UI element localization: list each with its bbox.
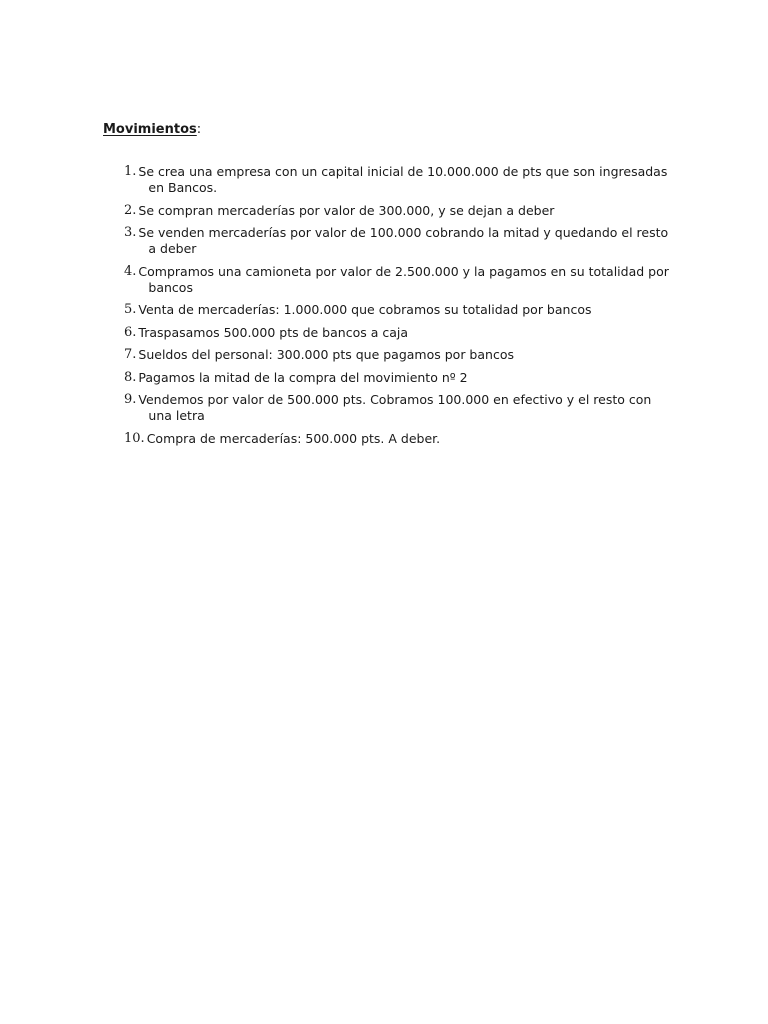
item-number: 9.: [124, 392, 137, 407]
item-line: Se crea una empresa con un capital inicial de 10.000.000 de pts que son ingresadas: [138, 164, 668, 179]
list-item: [124, 431, 684, 447]
item-text: [138, 225, 684, 257]
list-item: [124, 347, 684, 363]
item-text: [138, 392, 684, 424]
item-line: Sueldos del personal: 300.000 pts que pagamos por bancos: [138, 347, 514, 362]
item-line-continued: a deber: [148, 241, 197, 256]
item-text: [138, 325, 684, 341]
item-number: 6.: [124, 324, 137, 340]
item-number: 8.: [124, 369, 137, 385]
document-heading: [103, 121, 201, 139]
item-line: Traspasamos 500.000 pts de bancos a caja: [138, 324, 408, 340]
heading-title: Movimientos: [103, 122, 197, 137]
item-line: Compramos una camioneta por valor de 2.500.000 y la pagamos en su totalidad por: [138, 263, 669, 279]
item-line-continued: en Bancos.: [148, 180, 218, 195]
list-item: [124, 225, 684, 257]
item-line-continued: bancos: [148, 279, 193, 295]
list-item: [124, 264, 684, 296]
item-line: Vendemos por valor de 500.000 pts. Cobramos 100.000 en efectivo y el resto con: [138, 392, 652, 407]
item-line: Venta de mercaderías: 1.000.000 que cobramos su totalidad por bancos: [138, 302, 592, 317]
item-text: [138, 203, 684, 219]
item-text: [138, 370, 684, 386]
list-item: [124, 325, 684, 341]
list-item: [124, 302, 684, 318]
item-line: Se compran mercaderías por valor de 300.000, y se dejan a deber: [138, 202, 555, 218]
item-number: 4.: [124, 263, 137, 279]
movements-list: [124, 164, 684, 453]
item-text: [138, 164, 684, 196]
heading-colon: :: [196, 122, 202, 137]
item-line: Pagamos la mitad de la compra del movimiento nº 2: [138, 369, 468, 385]
item-number: 5.: [124, 302, 137, 317]
list-item: [124, 164, 684, 196]
item-text: [138, 302, 684, 318]
item-number: 2.: [124, 202, 137, 218]
item-line: Se venden mercaderías por valor de 100.000 cobrando la mitad y quedando el resto: [138, 225, 669, 240]
item-number: 10.: [124, 430, 145, 446]
item-line-continued: una letra: [148, 408, 205, 423]
item-line: Compra de mercaderías: 500.000 pts. A deber.: [146, 430, 441, 446]
item-number: 7.: [124, 347, 137, 362]
list-item: [124, 370, 684, 386]
item-number: 1.: [124, 164, 137, 179]
item-text: [138, 347, 684, 363]
item-text: [138, 264, 684, 296]
item-text: [147, 431, 684, 447]
list-item: [124, 392, 684, 424]
list-item: [124, 203, 684, 219]
item-number: 3.: [124, 225, 137, 240]
